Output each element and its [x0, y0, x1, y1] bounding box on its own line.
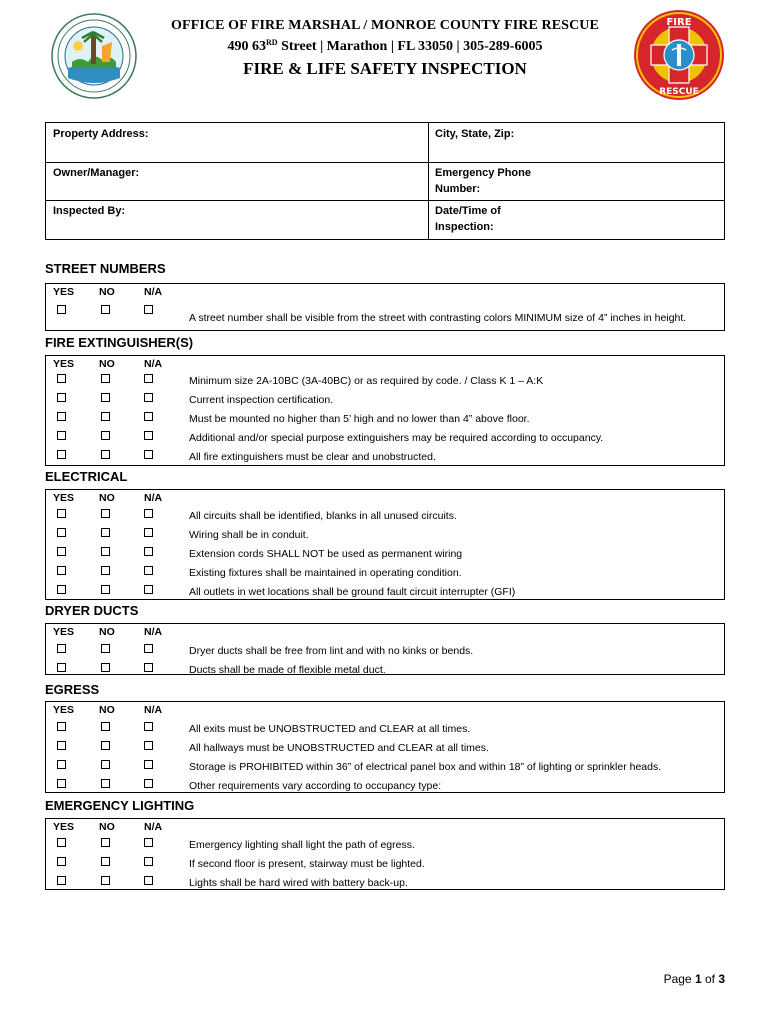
checkbox-yes[interactable] [57, 412, 66, 421]
checkbox-na[interactable] [144, 741, 153, 750]
checkbox-na[interactable] [144, 528, 153, 537]
column-header-na: N/A [144, 286, 163, 298]
checkbox-na[interactable] [144, 412, 153, 421]
checkbox-yes[interactable] [57, 760, 66, 769]
checkbox-na[interactable] [144, 760, 153, 769]
checkbox-no[interactable] [101, 741, 110, 750]
section-title-egress: EGRESS [45, 682, 100, 697]
page-number: Page 1 of 3 [663, 972, 725, 986]
checkbox-yes[interactable] [57, 585, 66, 594]
checkbox-na[interactable] [144, 876, 153, 885]
checkbox-no[interactable] [101, 566, 110, 575]
section-box-emergency-lighting [45, 818, 725, 890]
checkbox-yes[interactable] [57, 374, 66, 383]
document-header [0, 0, 770, 110]
column-header-yes: YES [53, 358, 75, 370]
checkbox-na[interactable] [144, 374, 153, 383]
section-box-dryer-ducts [45, 623, 725, 675]
checkbox-no[interactable] [101, 644, 110, 653]
checkbox-yes[interactable] [57, 644, 66, 653]
badge-bottom-text: RESCUE [659, 87, 699, 97]
checkbox-yes[interactable] [57, 528, 66, 537]
form-title: FIRE & LIFE SAFETY INSPECTION [243, 59, 527, 78]
checkbox-na[interactable] [144, 509, 153, 518]
checkbox-no[interactable] [101, 412, 110, 421]
date-time-label: Date/Time of Inspection: [435, 205, 501, 233]
checkbox-na[interactable] [144, 722, 153, 731]
checkbox-yes[interactable] [57, 450, 66, 459]
requirement-text: Other requirements vary according to occupancy type: [189, 780, 442, 792]
checkbox-yes[interactable] [57, 663, 66, 672]
checkbox-no[interactable] [101, 431, 110, 440]
checkbox-na[interactable] [144, 585, 153, 594]
column-header-na: N/A [144, 492, 163, 504]
section-box-electrical [45, 489, 725, 600]
property-address-label: Property Address: [53, 128, 149, 140]
checkbox-yes[interactable] [57, 838, 66, 847]
requirement-text: Wiring shall be in conduit. [189, 529, 309, 541]
checkbox-na[interactable] [144, 305, 153, 314]
requirement-text: Extension cords SHALL NOT be used as permanent wiring [189, 548, 463, 560]
section-title-dryer-ducts: DRYER DUCTS [45, 603, 139, 618]
checkbox-no[interactable] [101, 857, 110, 866]
checkbox-yes[interactable] [57, 566, 66, 575]
checkbox-no[interactable] [101, 374, 110, 383]
section-title-street-numbers: STREET NUMBERS [45, 261, 166, 276]
checkbox-no[interactable] [101, 663, 110, 672]
city-state-zip-label: City, State, Zip: [435, 128, 515, 140]
inspected-by-label: Inspected By: [53, 205, 126, 217]
checkbox-yes[interactable] [57, 857, 66, 866]
checkbox-no[interactable] [101, 547, 110, 556]
checkbox-no[interactable] [101, 528, 110, 537]
checkbox-na[interactable] [144, 644, 153, 653]
office-address: 490 63RD Street | Marathon | FL 33050 | 305-289-6005 [227, 38, 543, 54]
emergency-phone-label: Emergency Phone Number: [435, 167, 531, 195]
requirement-text: All circuits shall be identified, blanks in all unused circuits. [189, 510, 457, 522]
column-header-yes: YES [53, 626, 75, 638]
section-box-street-numbers [45, 283, 725, 331]
requirement-text: Minimum size 2A-10BC (3A-40BC) or as required by code. / Class K 1 – A:K [189, 375, 544, 387]
column-header-no: NO [99, 704, 115, 716]
column-header-na: N/A [144, 626, 163, 638]
checkbox-yes[interactable] [57, 393, 66, 402]
fire-rescue-badge-logo [632, 8, 726, 102]
info-row-property [46, 123, 724, 163]
requirement-text: Dryer ducts shall be free from lint and with no kinks or bends. [189, 645, 474, 657]
requirement-text: Must be mounted no higher than 5’ high and no lower than 4” above floor. [189, 413, 530, 425]
column-header-na: N/A [144, 821, 163, 833]
checkbox-yes[interactable] [57, 509, 66, 518]
checkbox-yes[interactable] [57, 741, 66, 750]
requirement-text: All fire extinguishers must be clear and unobstructed. [189, 451, 436, 463]
checkbox-no[interactable] [101, 760, 110, 769]
checkbox-no[interactable] [101, 450, 110, 459]
checkbox-no[interactable] [101, 509, 110, 518]
checkbox-na[interactable] [144, 663, 153, 672]
requirement-text: Ducts shall be made of flexible metal duct. [189, 664, 386, 676]
section-title-emergency-lighting: EMERGENCY LIGHTING [45, 798, 195, 813]
column-header-yes: YES [53, 821, 75, 833]
checkbox-yes[interactable] [57, 876, 66, 885]
checkbox-no[interactable] [101, 305, 110, 314]
requirement-text: A street number shall be visible from the street with contrasting colors MINIMUM size of 4” inches in height. [189, 312, 687, 324]
requirement-text: Existing fixtures shall be maintained in operating condition. [189, 567, 462, 579]
checkbox-yes[interactable] [57, 305, 66, 314]
column-header-no: NO [99, 492, 115, 504]
column-header-no: NO [99, 286, 115, 298]
requirement-text: Additional and/or special purpose extinguishers may be required according to occupancy. [189, 432, 604, 444]
requirement-text: Storage is PROHIBITED within 36” of electrical panel box and within 18” of lighting or sprinkler heads. [189, 761, 662, 773]
owner-manager-label: Owner/Manager: [53, 167, 140, 179]
checkbox-na[interactable] [144, 450, 153, 459]
column-header-yes: YES [53, 492, 75, 504]
section-box-egress [45, 701, 725, 793]
column-header-yes: YES [53, 286, 75, 298]
checkbox-na[interactable] [144, 779, 153, 788]
badge-top-text: FIRE [666, 17, 692, 28]
checkbox-yes[interactable] [57, 431, 66, 440]
property-info-table [45, 122, 725, 240]
info-row-inspector [46, 201, 724, 239]
checkbox-yes[interactable] [57, 722, 66, 731]
checkbox-no[interactable] [101, 585, 110, 594]
checkbox-no[interactable] [101, 876, 110, 885]
requirement-text: All outlets in wet locations shall be ground fault circuit interrupter (GFI) [189, 586, 516, 598]
checkbox-na[interactable] [144, 566, 153, 575]
checkbox-no[interactable] [101, 393, 110, 402]
checkbox-na[interactable] [144, 857, 153, 866]
checkbox-no[interactable] [101, 838, 110, 847]
office-name: OFFICE OF FIRE MARSHAL / MONROE COUNTY FIRE RESCUE [171, 18, 599, 33]
column-header-na: N/A [144, 704, 163, 716]
checkbox-na[interactable] [144, 431, 153, 440]
requirement-text: All exits must be UNOBSTRUCTED and CLEAR at all times. [189, 723, 471, 735]
section-title-electrical: ELECTRICAL [45, 469, 128, 484]
checkbox-na[interactable] [144, 547, 153, 556]
requirement-text: Lights shall be hard wired with battery back-up. [189, 877, 408, 889]
checkbox-no[interactable] [101, 722, 110, 731]
column-header-yes: YES [53, 704, 75, 716]
requirement-text: Current inspection certification. [189, 394, 334, 406]
checkbox-na[interactable] [144, 838, 153, 847]
info-row-owner [46, 163, 724, 201]
column-header-no: NO [99, 626, 115, 638]
checkbox-na[interactable] [144, 393, 153, 402]
checkbox-yes[interactable] [57, 779, 66, 788]
column-header-no: NO [99, 821, 115, 833]
monroe-county-seal-logo [50, 12, 138, 100]
checkbox-no[interactable] [101, 779, 110, 788]
requirement-text: All hallways must be UNOBSTRUCTED and CLEAR at all times. [189, 742, 489, 754]
requirement-text: If second floor is present, stairway must be lighted. [189, 858, 425, 870]
section-box-fire-extinguisher-s [45, 355, 725, 466]
column-header-no: NO [99, 358, 115, 370]
checkbox-yes[interactable] [57, 547, 66, 556]
section-title-fire-extinguisher-s: FIRE EXTINGUISHER(S) [45, 335, 194, 350]
requirement-text: Emergency lighting shall light the path of egress. [189, 839, 415, 851]
column-header-na: N/A [144, 358, 163, 370]
